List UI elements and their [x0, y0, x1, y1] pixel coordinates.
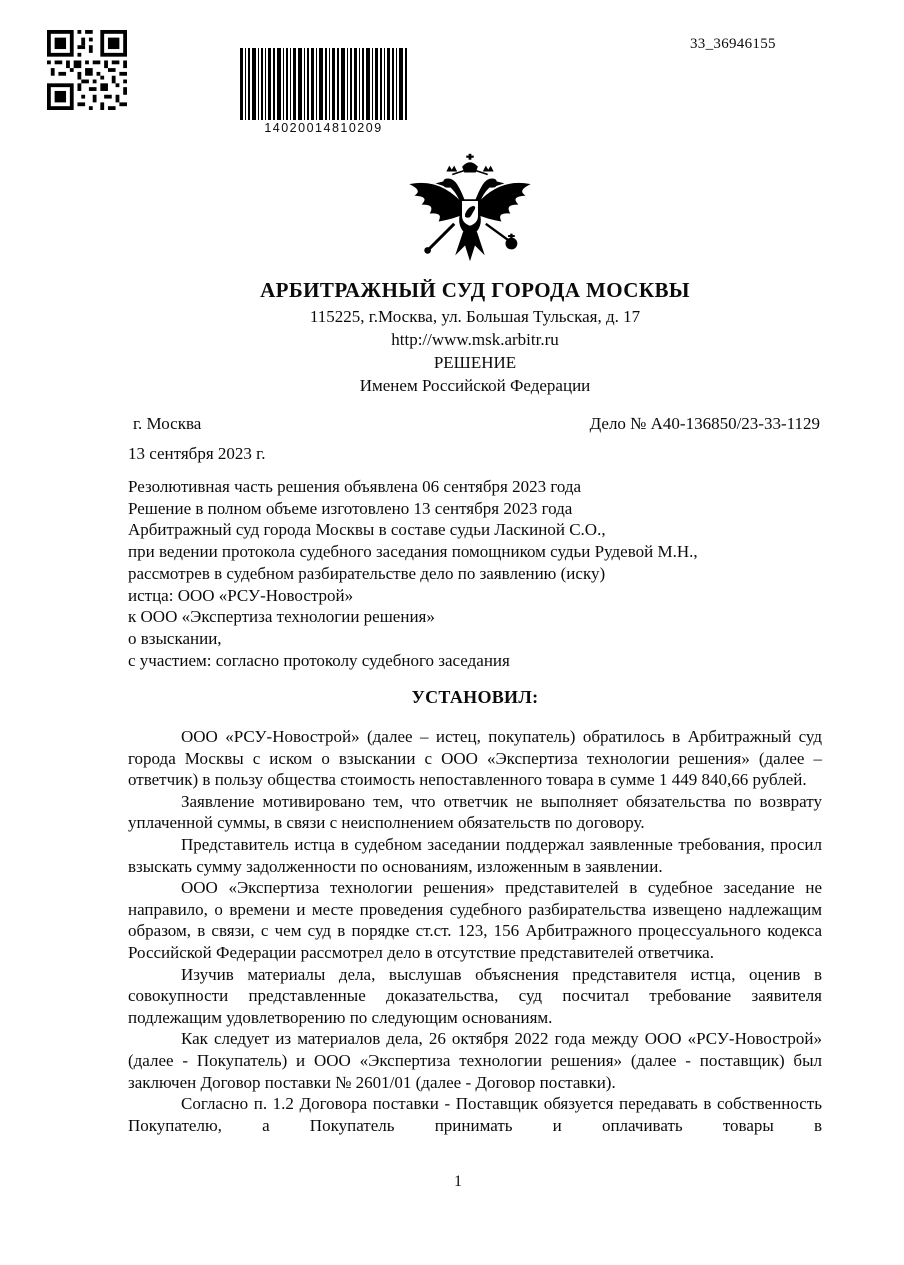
intro-line: о взыскании,	[128, 628, 222, 648]
decision-body	[128, 726, 822, 1136]
coat-of-arms-icon	[401, 152, 539, 268]
intro-line: Арбитражный суд города Москвы в составе судьи Ласкиной С.О.,	[128, 520, 606, 540]
body-paragraph: ООО «Экспертиза технологии решения» представителей в судебное заседание не направило, о времени и месте проведения судебного разбирательства извещено надлежащим образом, в связи, с чем суд в порядке ст.ст. 123, 156 Арбитражного процессуального кодекса Российской Федерации рассмотрел дело в отсутствие представителей ответчика.	[128, 878, 822, 962]
barcode	[240, 48, 407, 135]
body-paragraph: ООО «РСУ-Новострой» (далее – истец, покупатель) обратилось в Арбитражный суд города Москвы с иском о взыскании с ООО «Экспертиза технологии решения» (далее – ответчик) в пользу общества стоимость непоставленного товара в сумме 1 449 840,66 рублей.	[128, 727, 822, 790]
barcode-number: 14020014810209	[264, 121, 383, 135]
court-website: http://www.msk.arbitr.ru	[391, 330, 559, 349]
intro-line: Решение в полном объеме изготовлено 13 сентября 2023 года	[128, 498, 573, 518]
body-paragraph: Представитель истца в судебном заседании поддержал заявленные требования, просил взыскать сумму задолженности по основаниям, изложенным в заявлении.	[128, 834, 822, 876]
section-heading: УСТАНОВИЛ:	[411, 687, 539, 707]
intro-line: при ведении протокола судебного заседания помощником судьи Рудевой М.Н.,	[128, 542, 698, 562]
document-type-title: РЕШЕНИЕ	[433, 353, 517, 372]
body-paragraph: Как следует из материалов дела, 26 октября 2022 года между ООО «РСУ-Новострой» (далее - Покупатель) и ООО «Экспертиза технологии решения» (далее - поставщик) был заключен Договор поставки № 2601/01 (далее - Договор поставки).	[128, 1029, 822, 1092]
barcode-icon	[240, 48, 407, 120]
body-paragraph: Заявление мотивировано тем, что ответчик не выполняет обязательства по возврату уплаченной суммы, в связи с неисполнением обязательств по договору.	[128, 791, 822, 833]
court-header	[105, 279, 845, 397]
intro-line: к ООО «Экспертиза технологии решения»	[128, 607, 435, 627]
intro-line: истца: ООО «РСУ-Новострой»	[128, 585, 354, 605]
case-number: Дело № А40-136850/23-33-1129	[589, 414, 820, 433]
body-paragraph: Изучив материалы дела, выслушав объяснения представителя истца, оценив в совокупности представленные доказательства, суд посчитал требование заявителя подлежащим удовлетворению по следующим основаниям.	[128, 964, 822, 1027]
document-id: 33_36946155	[690, 36, 776, 52]
case-intro	[128, 476, 822, 671]
intro-line: рассмотрев в судебном разбирательстве дело по заявлению (иску)	[128, 563, 606, 583]
body-paragraph: Согласно п. 1.2 Договора поставки - Поставщик обязуется передавать в собственность Покупателю, а Покупатель принимать и оплачивать товары в	[128, 1094, 822, 1135]
page-number: 1	[454, 1173, 462, 1190]
case-city: г. Москва	[133, 414, 202, 433]
decision-date: 13 сентября 2023 г.	[128, 444, 266, 463]
intro-line: Резолютивная часть решения объявлена 06 сентября 2023 года	[128, 477, 582, 496]
court-name: АРБИТРАЖНЫЙ СУД ГОРОДА МОСКВЫ	[260, 278, 690, 302]
case-line	[133, 414, 820, 434]
court-address: 115225, г.Москва, ул. Большая Тульская, д. 17	[309, 307, 641, 326]
qr-code-icon	[46, 30, 128, 110]
document-subtitle: Именем Российской Федерации	[359, 376, 591, 395]
intro-line: с участием: согласно протоколу судебного заседания	[128, 650, 510, 670]
